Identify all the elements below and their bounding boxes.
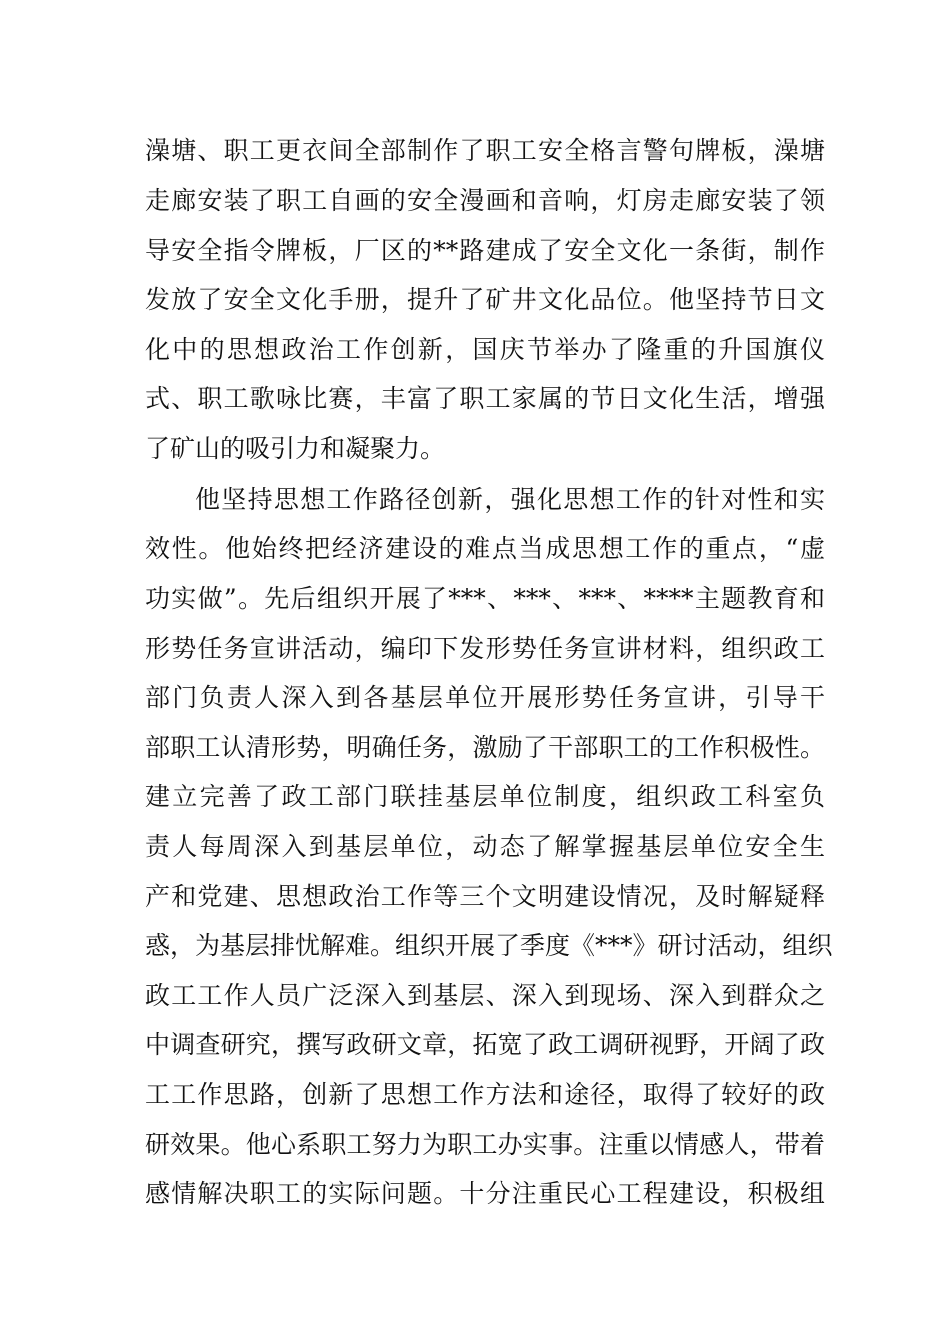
text-line: 部门负责人深入到各基层单位开展形势任务宣讲，引导干 <box>145 683 825 712</box>
text-line: 政工工作人员广泛深入到基层、深入到现场、深入到群众之 <box>145 981 825 1010</box>
text-line: 功实做”。先后组织开展了***、***、***、****主题教育和 <box>145 584 825 613</box>
text-line: 研效果。他心系职工努力为职工办实事。注重以情感人，带着 <box>145 1130 825 1159</box>
text-line: 责人每周深入到基层单位，动态了解掌握基层单位安全生 <box>145 832 825 861</box>
text-line: 产和党建、思想政治工作等三个文明建设情况，及时解疑释 <box>145 882 825 911</box>
text-line: 惑，为基层排忧解难。组织开展了季度《***》研讨活动，组织 <box>145 931 833 960</box>
text-line: 工工作思路，创新了思想工作方法和途径，取得了较好的政 <box>145 1080 825 1109</box>
text-line: 化中的思想政治工作创新，国庆节举办了隆重的升国旗仪 <box>145 335 825 364</box>
text-line: 走廊安装了职工自画的安全漫画和音响，灯房走廊安装了领 <box>145 186 825 215</box>
text-line: 中调查研究，撰写政研文章，拓宽了政工调研视野，开阔了政 <box>145 1030 825 1059</box>
paragraph-first-line: 他坚持思想工作路径创新，强化思想工作的针对性和实 <box>195 485 825 514</box>
text-line: 效性。他始终把经济建设的难点当成思想工作的重点，“虚 <box>145 534 825 563</box>
text-line: 了矿山的吸引力和凝聚力。 <box>145 434 446 463</box>
text-line: 澡塘、职工更衣间全部制作了职工安全格言警句牌板，澡塘 <box>145 136 825 165</box>
text-line: 部职工认清形势，明确任务，激励了干部职工的工作积极性。 <box>145 733 825 762</box>
text-line: 导安全指令牌板，厂区的**路建成了安全文化一条街，制作 <box>145 236 825 265</box>
text-line: 式、职工歌咏比赛，丰富了职工家属的节日文化生活，增强 <box>145 384 825 413</box>
text-line: 形势任务宣讲活动，编印下发形势任务宣讲材料，组织政工 <box>145 634 825 663</box>
text-line: 感情解决职工的实际问题。十分注重民心工程建设，积极组 <box>145 1179 825 1208</box>
text-line: 建立完善了政工部门联挂基层单位制度，组织政工科室负 <box>145 782 825 811</box>
text-line: 发放了安全文化手册，提升了矿井文化品位。他坚持节日文 <box>145 285 825 314</box>
